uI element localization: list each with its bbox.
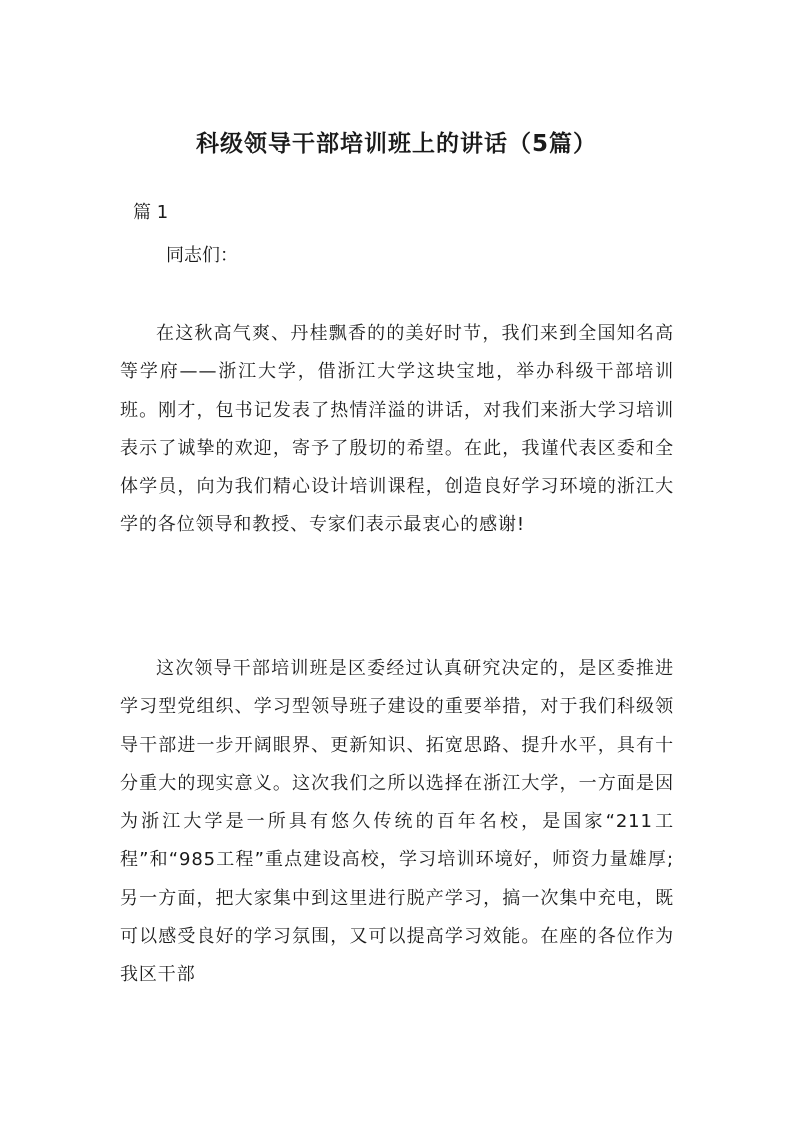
- body-paragraph-2: 这次领导干部培训班是区委经过认真研究决定的，是区委推进学习型党组织、学习型领导班子建设的重要举措，对于我们科级领导干部进一步开阔眼界、更新知识、拓宽思路、提升水平，具有十分重大的现实意义。这次我们之所以选择在浙江大学，一方面是因为浙江大学是一所具有悠久传统的百年名校，是国家“211工程”和“985工程”重点建设高校，学习培训环境好，师资力量雄厚;另一方面，把大家集中到这里进行脱产学习，搞一次集中充电，既可以感受良好的学习氛围，又可以提高学习效能。在座的各位作为我区干部: [120, 658, 674, 986]
- document-title: 科级领导干部培训班上的讲话（5篇）: [195, 131, 597, 157]
- salutation: 同志们：: [166, 245, 238, 266]
- section-label: 篇 1: [133, 202, 169, 223]
- body-paragraph-1: 在这秋高气爽、丹桂飘香的的美好时节，我们来到全国知名高等学府——浙江大学，借浙江大学这块宝地，举办科级干部培训班。刚才，包书记发表了热情洋溢的讲话，对我们来浙大学习培训表示了诚挚的欢迎，寄予了殷切的希望。在此，我谨代表区委和全体学员，向为我们精心设计培训课程，创造良好学习环境的浙江大学的各位领导和教授、专家们表示最衷心的感谢!: [120, 323, 674, 536]
